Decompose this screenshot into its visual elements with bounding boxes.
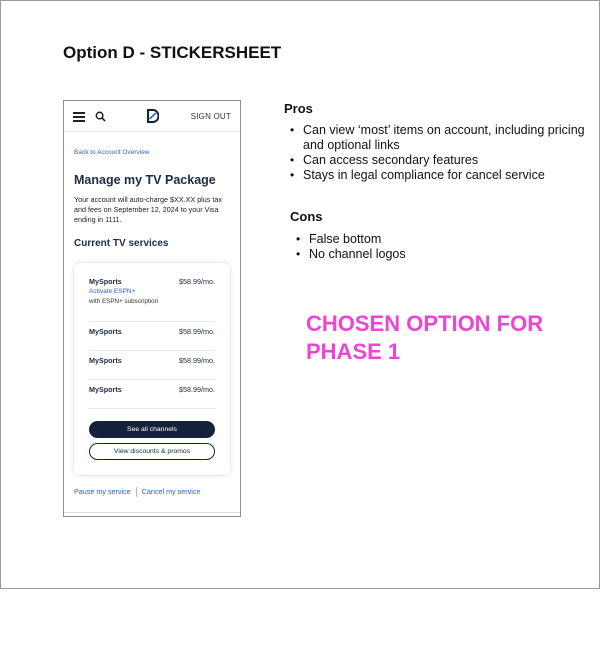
service-name: MySports [89, 277, 122, 286]
cons-item: • False bottom [309, 232, 509, 247]
page-title: Manage my TV Package [74, 173, 216, 187]
service-name: MySports [89, 327, 122, 336]
see-all-channels-button[interactable]: See all channels [89, 421, 215, 438]
back-to-account-link[interactable]: Back to Account Overview [74, 149, 150, 156]
footer-divider [136, 487, 137, 497]
service-price: $58.99/mo. [179, 356, 215, 365]
pros-list [303, 123, 593, 183]
service-name: MySports [89, 356, 122, 365]
brand-logo-icon[interactable] [147, 109, 159, 124]
view-discounts-button[interactable]: View discounts & promos [89, 443, 215, 460]
pros-item: • Stays in legal compliance for cancel service [303, 168, 593, 183]
hamburger-icon[interactable] [73, 112, 85, 121]
pros-item: • Can view ‘most’ items on account, including pricing and optional links [303, 123, 593, 153]
activate-espn-link[interactable]: Activate ESPN+ [89, 288, 136, 295]
search-icon[interactable] [95, 111, 106, 122]
cons-list [309, 232, 509, 262]
footer-links [74, 487, 200, 497]
service-row [89, 356, 215, 380]
phone-mockup [63, 100, 241, 517]
service-price: $58.99/mo. [179, 385, 215, 394]
pause-service-link[interactable]: Pause my service [74, 487, 131, 496]
service-price: $58.99/mo. [179, 277, 215, 286]
autocharge-text: Your account will auto-charge $XX.XX plus tax and fees on September 12, 2024 to your Visa ending in 1111. [74, 195, 222, 224]
service-price: $58.99/mo. [179, 327, 215, 336]
cons-item: • No channel logos [309, 247, 509, 262]
pros-title: Pros [284, 101, 313, 116]
service-row [89, 277, 215, 322]
sign-out-link[interactable]: SIGN OUT [190, 112, 231, 121]
service-subtext: with ESPN+ subscription [89, 298, 159, 305]
board-title: Option D - STICKERSHEET [63, 43, 282, 62]
phone-bottom-edge [64, 512, 240, 516]
chosen-option-label: CHOSEN OPTION FOR PHASE 1 [306, 311, 544, 364]
services-heading: Current TV services [74, 238, 169, 249]
cons-title: Cons [290, 209, 323, 224]
cancel-service-link[interactable]: Cancel my service [141, 487, 201, 496]
services-card [74, 263, 230, 475]
service-row [89, 327, 215, 351]
service-row [89, 385, 215, 409]
app-header [64, 101, 240, 132]
service-name: MySports [89, 385, 122, 394]
pros-item: • Can access secondary features [303, 153, 593, 168]
